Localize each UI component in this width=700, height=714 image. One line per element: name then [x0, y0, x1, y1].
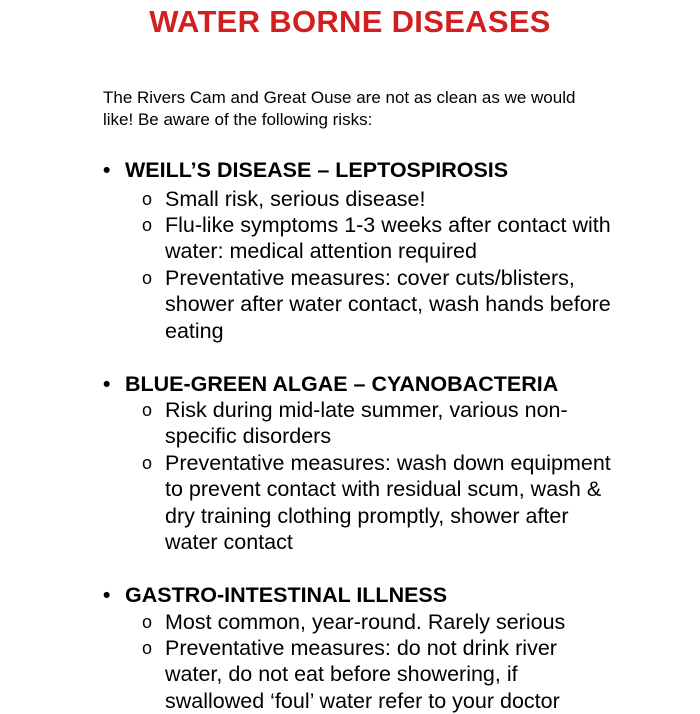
list-item-text: Small risk, serious disease!: [165, 187, 426, 211]
page-title: WATER BORNE DISEASES: [149, 4, 551, 39]
hollow-bullet-icon: o: [142, 612, 153, 632]
section-heading: [103, 371, 558, 398]
list-item-text: Preventative measures: wash down equipment to prevent contact with residual scum, wash & dry training clothing promptly, shower after water contact: [165, 451, 611, 554]
list-item: [142, 397, 612, 450]
hollow-bullet-icon: o: [142, 189, 153, 209]
list-item: [142, 450, 612, 555]
hollow-bullet-icon: o: [142, 453, 153, 473]
list-item-text: Risk during mid-late summer, various non-specific disorders: [165, 398, 568, 449]
heading-text: WEILL’S DISEASE – LEPTOSPIROSIS: [125, 158, 509, 182]
list-item: [142, 609, 612, 635]
list-item: [142, 265, 612, 344]
list-item-text: Most common, year-round. Rarely serious: [165, 610, 566, 634]
section-heading: [103, 582, 447, 609]
heading-text: GASTRO-INTESTINAL ILLNESS: [125, 583, 448, 607]
list-item-text: Preventative measures: cover cuts/blisters, shower after water contact, wash hands before eating: [165, 266, 611, 343]
list-item: [142, 186, 612, 212]
list-item: [142, 635, 612, 714]
list-item-text: Preventative measures: do not drink river water, do not eat before showering, if swallowed ‘foul’ water refer to your doctor: [165, 636, 560, 713]
bullet-icon: •: [103, 159, 111, 182]
hollow-bullet-icon: o: [142, 400, 153, 420]
section-heading: [103, 157, 508, 184]
hollow-bullet-icon: o: [142, 268, 153, 288]
list-item-text: Flu-like symptoms 1-3 weeks after contact with water: medical attention required: [165, 213, 611, 264]
heading-text: BLUE-GREEN ALGAE – CYANOBACTERIA: [125, 372, 559, 396]
hollow-bullet-icon: o: [142, 215, 153, 235]
bullet-icon: •: [103, 373, 111, 396]
hollow-bullet-icon: o: [142, 638, 153, 658]
intro-text: The Rivers Cam and Great Ouse are not as clean as we would like! Be aware of the following risks:: [103, 88, 576, 129]
list-item: [142, 212, 612, 265]
bullet-icon: •: [103, 584, 111, 607]
